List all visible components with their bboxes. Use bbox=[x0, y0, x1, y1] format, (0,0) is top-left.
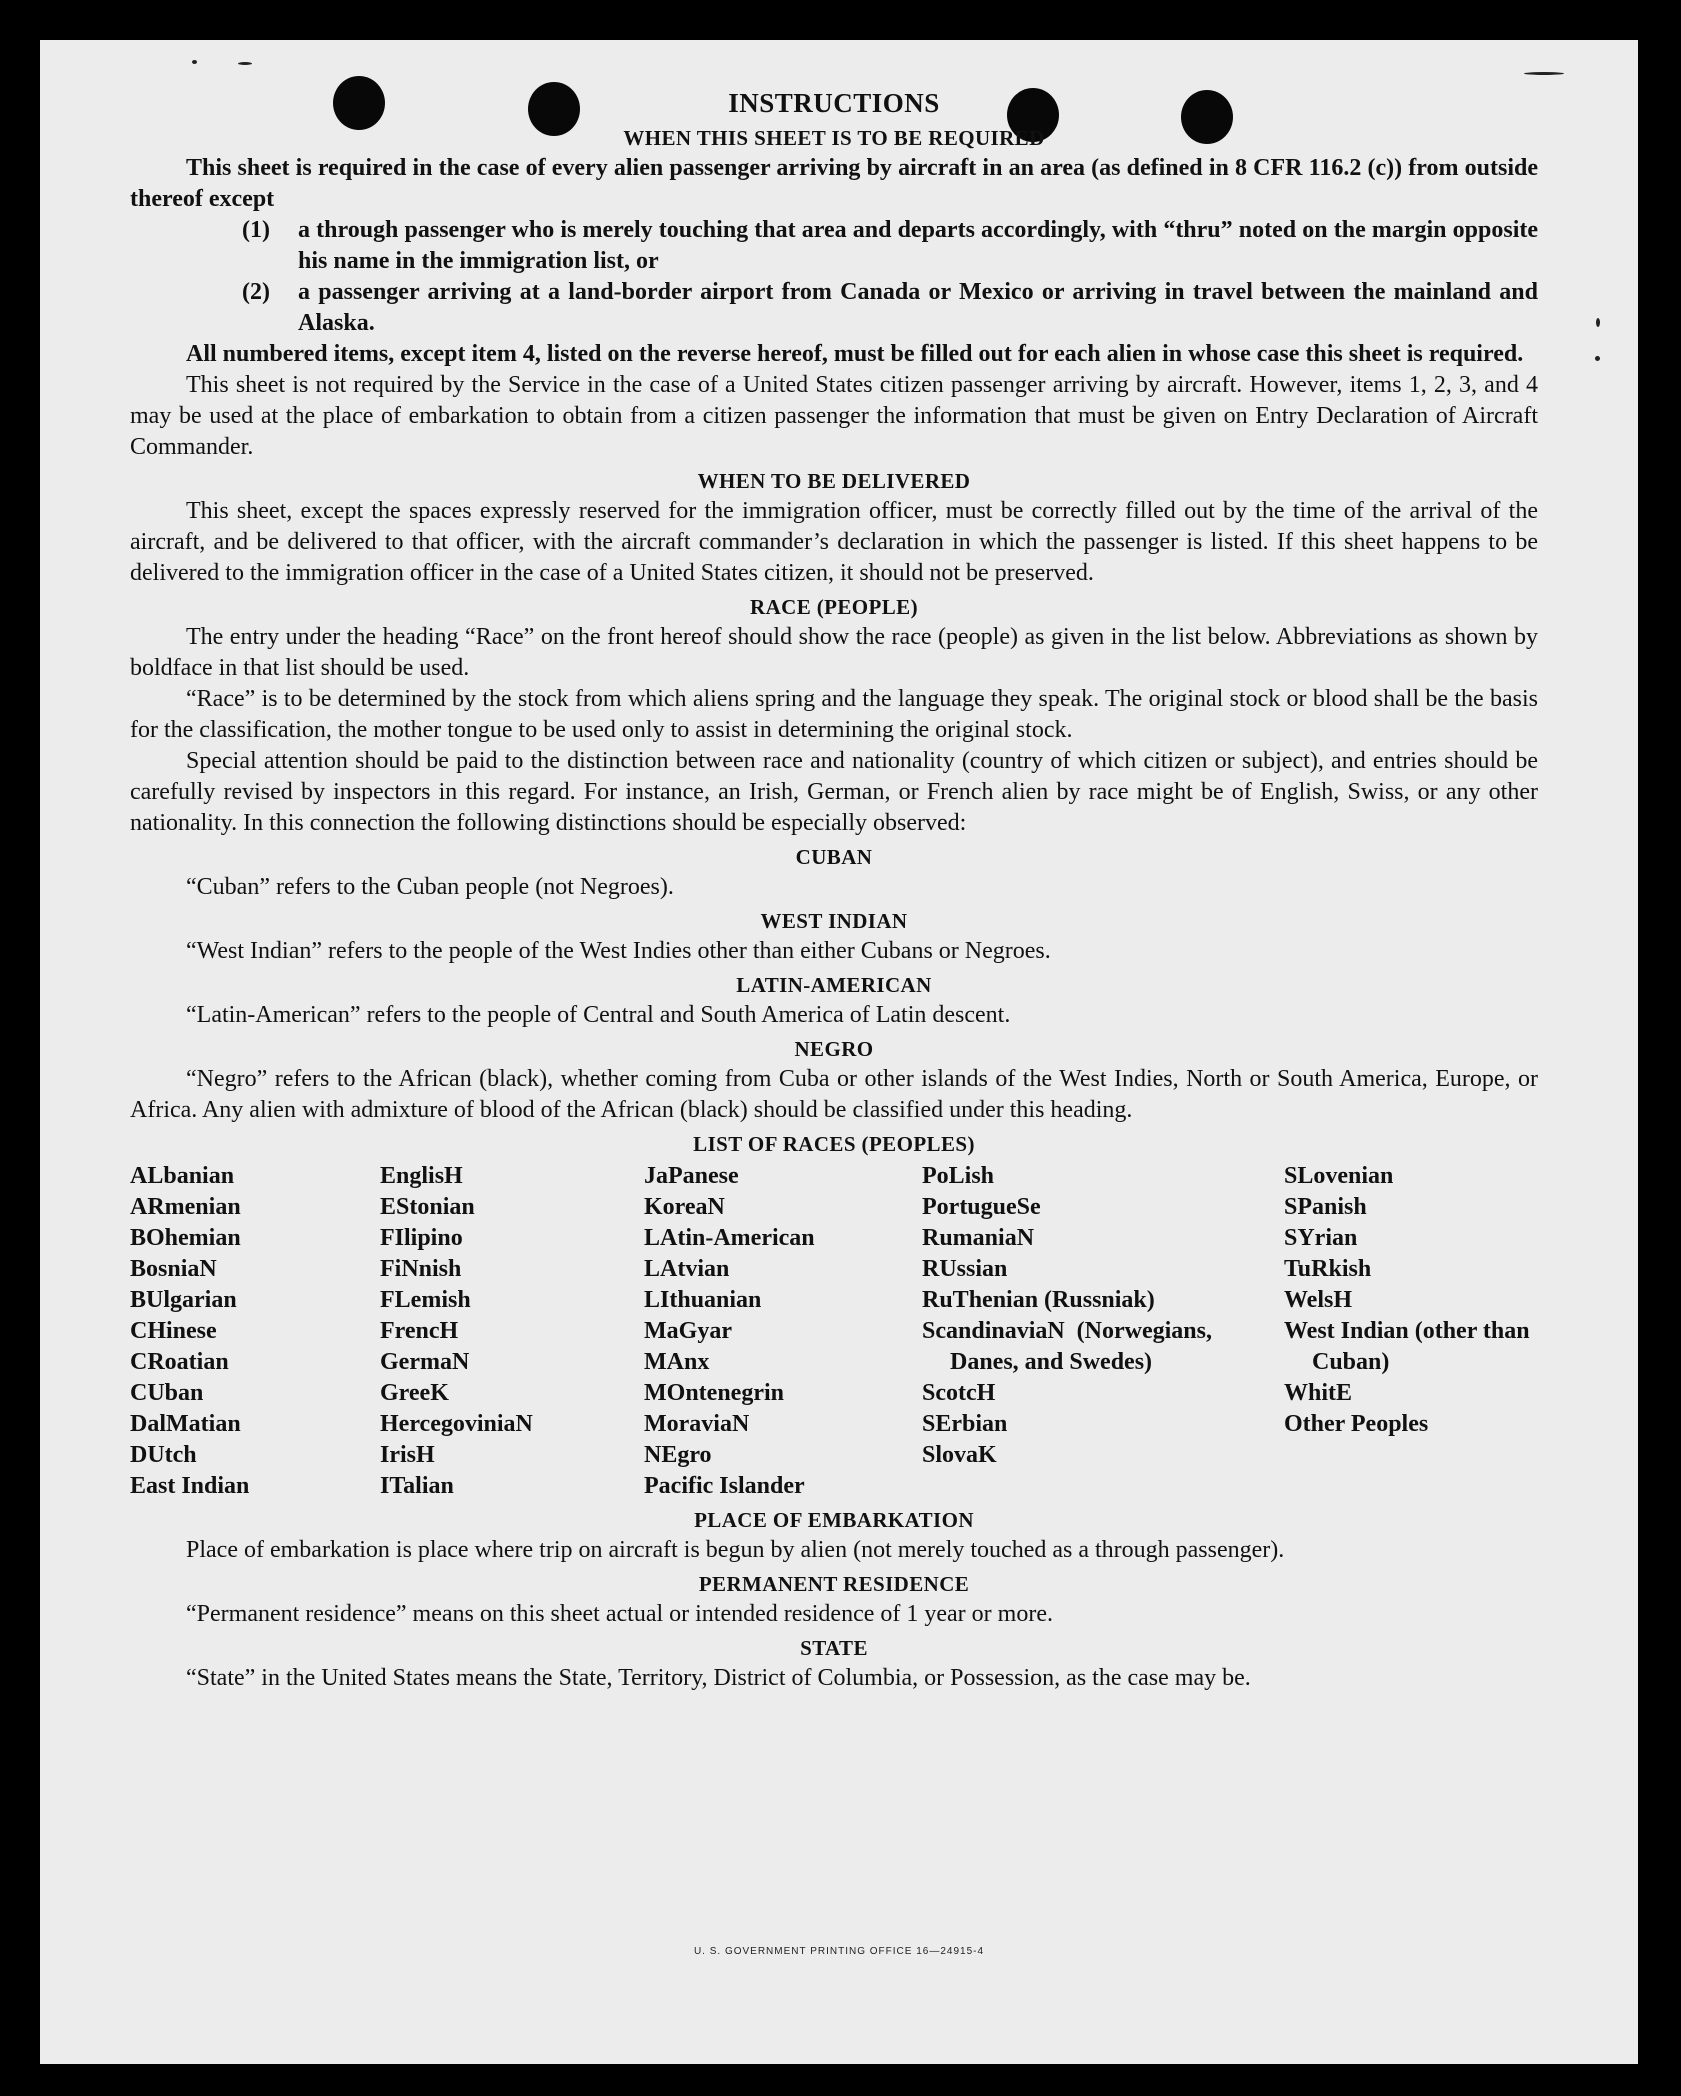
race-item: BUlgarian bbox=[130, 1287, 237, 1313]
heading-embarkation: PLACE OF EMBARKATION bbox=[694, 1508, 974, 1532]
race-item: ARmenian bbox=[130, 1194, 241, 1220]
race-item: WelsH bbox=[1284, 1287, 1353, 1313]
speck bbox=[238, 62, 252, 65]
race-item: GermaN bbox=[380, 1349, 470, 1375]
race-item: PortugueSe bbox=[922, 1194, 1041, 1220]
race-item: CRoatian bbox=[130, 1349, 229, 1375]
heading-latin-american: LATIN-AMERICAN bbox=[736, 973, 932, 997]
race-item: PoLish bbox=[922, 1163, 995, 1189]
paragraph-negro: “Negro” refers to the African (black), whether coming from Cuba or other islands of the West Indies, North or South America, Europe, or Africa. Any alien with admixture of blood of the African (black) should be classified under this heading. bbox=[130, 1066, 1538, 1123]
race-item: TuRkish bbox=[1284, 1256, 1372, 1282]
heading-list-of-races: LIST OF RACES (PEOPLES) bbox=[693, 1132, 975, 1156]
exception-item bbox=[242, 277, 1538, 339]
race-item: ScandinaviaN (Norwegians, Danes, and Swedes) bbox=[922, 1318, 1212, 1375]
heading-west-indian: WEST INDIAN bbox=[760, 909, 908, 933]
paragraph-latin-american: “Latin-American” refers to the people of Central and South America of Latin descent. bbox=[186, 1002, 1011, 1028]
race-item: CUban bbox=[130, 1380, 204, 1406]
race-item: WhitE bbox=[1284, 1380, 1353, 1406]
race-item: MaGyar bbox=[644, 1318, 732, 1344]
paragraph-cuban: “Cuban” refers to the Cuban people (not Negroes). bbox=[186, 874, 674, 900]
paragraph-citizen: This sheet is not required by the Service in the case of a United States citizen passenger arriving by aircraft. However, items 1, 2, 3, and 4 may be used at the place of embarkation to obtain from a citizen passenger the information that must be given on Entry Declaration of Aircraft Commander. bbox=[130, 372, 1538, 460]
paragraph-state: “State” in the United States means the State, Territory, District of Columbia, or Possession, as the case may be. bbox=[186, 1665, 1251, 1691]
race-item: JaPanese bbox=[644, 1163, 739, 1189]
speck bbox=[192, 60, 197, 64]
race-item: CHinese bbox=[130, 1318, 217, 1344]
race-item: MOntenegrin bbox=[644, 1380, 784, 1406]
race-item: RUssian bbox=[922, 1256, 1008, 1282]
paragraph-race-3: Special attention should be paid to the distinction between race and nationality (country of which citizen or subject), and entries should be carefully revised by inspectors in this regard. For instance, an Irish, German, or French alien by race might be of English, Swiss, or any other nationality. In this connection the following distinctions should be especially observed: bbox=[130, 748, 1538, 836]
race-item: LAtvian bbox=[644, 1256, 730, 1282]
race-item: Pacific Islander bbox=[644, 1473, 805, 1499]
race-item: RumaniaN bbox=[922, 1225, 1035, 1251]
race-item: FIlipino bbox=[380, 1225, 463, 1251]
race-item: BosniaN bbox=[130, 1256, 217, 1282]
heading-state: STATE bbox=[800, 1636, 868, 1660]
paragraph-embarkation: Place of embarkation is place where trip on aircraft is begun by alien (not merely touched as a through passenger). bbox=[186, 1537, 1285, 1563]
race-item: GreeK bbox=[380, 1380, 449, 1406]
race-item: SlovaK bbox=[922, 1442, 997, 1468]
page-title: INSTRUCTIONS bbox=[728, 88, 940, 118]
exception-item bbox=[242, 215, 1538, 277]
race-item: NEgro bbox=[644, 1442, 712, 1468]
instructions-body bbox=[130, 86, 1538, 1694]
printer-imprint: U. S. GOVERNMENT PRINTING OFFICE 16—24915-4 bbox=[693, 1946, 985, 1957]
heading-negro: NEGRO bbox=[794, 1037, 874, 1061]
paragraph-when-required-intro: This sheet is required in the case of every alien passenger arriving by aircraft in an area (as defined in 8 CFR 116.2 (c)) from outside thereof except bbox=[130, 155, 1538, 212]
paragraph-residence: “Permanent residence” means on this sheet actual or intended residence of 1 year or more. bbox=[186, 1601, 1053, 1627]
speck bbox=[1596, 318, 1600, 327]
heading-when-delivered: WHEN TO BE DELIVERED bbox=[697, 469, 971, 493]
race-list bbox=[130, 1161, 1538, 1502]
paragraph-race-1: The entry under the heading “Race” on the front hereof should show the race (people) as given in the list below. Abbreviations as shown by boldface in that list should be used. bbox=[130, 624, 1538, 681]
race-item: LIthuanian bbox=[644, 1287, 762, 1313]
heading-residence: PERMANENT RESIDENCE bbox=[698, 1572, 970, 1596]
race-item: ALbanian bbox=[130, 1163, 235, 1189]
race-item: IrisH bbox=[380, 1442, 435, 1468]
race-column bbox=[644, 1161, 922, 1502]
race-item: ScotcH bbox=[922, 1380, 996, 1406]
race-item: FiNnish bbox=[380, 1256, 462, 1282]
race-item: SPanish bbox=[1284, 1194, 1367, 1220]
speck bbox=[1595, 356, 1600, 361]
speck bbox=[1524, 72, 1564, 75]
race-item: HercegoviniaN bbox=[380, 1411, 533, 1437]
race-item: SLovenian bbox=[1284, 1163, 1394, 1189]
exception-text: a passenger arriving at a land-border airport from Canada or Mexico or arriving in travel between the mainland and Alaska. bbox=[298, 279, 1538, 336]
race-item: ITalian bbox=[380, 1473, 454, 1499]
race-item: LAtin-American bbox=[644, 1225, 815, 1251]
race-item: East Indian bbox=[130, 1473, 250, 1499]
heading-when-required: WHEN THIS SHEET IS TO BE REQUIRED bbox=[623, 126, 1045, 150]
exception-number: (1) bbox=[242, 217, 270, 243]
race-item: SErbian bbox=[922, 1411, 1008, 1437]
race-item: FLemish bbox=[380, 1287, 471, 1313]
race-item: MoraviaN bbox=[644, 1411, 750, 1437]
exception-text: a through passenger who is merely touching that area and departs accordingly, with “thru” noted on the margin opposite his name in the immigration list, or bbox=[298, 217, 1538, 274]
race-item: EnglisH bbox=[380, 1163, 463, 1189]
race-item: BOhemian bbox=[130, 1225, 241, 1251]
race-column bbox=[1284, 1161, 1536, 1502]
paragraph-numbered-items: All numbered items, except item 4, listed on the reverse hereof, must be filled out for each alien in whose case this sheet is required. bbox=[186, 341, 1524, 367]
race-item: West Indian (other than Cuban) bbox=[1284, 1318, 1530, 1375]
race-item: SYrian bbox=[1284, 1225, 1358, 1251]
race-item: EStonian bbox=[380, 1194, 475, 1220]
race-item: KoreaN bbox=[644, 1194, 725, 1220]
race-item: DUtch bbox=[130, 1442, 197, 1468]
race-item: FrencH bbox=[380, 1318, 459, 1344]
race-item: MAnx bbox=[644, 1349, 710, 1375]
race-column bbox=[380, 1161, 644, 1502]
race-item: RuThenian (Russniak) bbox=[922, 1287, 1155, 1313]
race-column bbox=[130, 1161, 380, 1502]
paragraph-west-indian: “West Indian” refers to the people of the West Indies other than either Cubans or Negroes. bbox=[186, 938, 1051, 964]
paragraph-race-2: “Race” is to be determined by the stock from which aliens spring and the language they speak. The original stock or blood shall be the basis for the classification, the mother tongue to be used only to assist in determining the original stock. bbox=[130, 686, 1538, 743]
exception-number: (2) bbox=[242, 279, 270, 305]
race-item: DalMatian bbox=[130, 1411, 241, 1437]
race-column bbox=[922, 1161, 1284, 1502]
race-item: Other Peoples bbox=[1284, 1411, 1429, 1437]
heading-cuban: CUBAN bbox=[795, 845, 873, 869]
document-sheet bbox=[40, 40, 1638, 2064]
paragraph-when-delivered: This sheet, except the spaces expressly reserved for the immigration officer, must be correctly filled out by the time of the arrival of the aircraft, and be delivered to that officer, with the aircraft commander’s declaration in which the passenger is listed. If this sheet happens to be delivered to the immigration officer in the case of a United States citizen, it should not be preserved. bbox=[130, 498, 1538, 586]
heading-race: RACE (PEOPLE) bbox=[750, 595, 918, 619]
